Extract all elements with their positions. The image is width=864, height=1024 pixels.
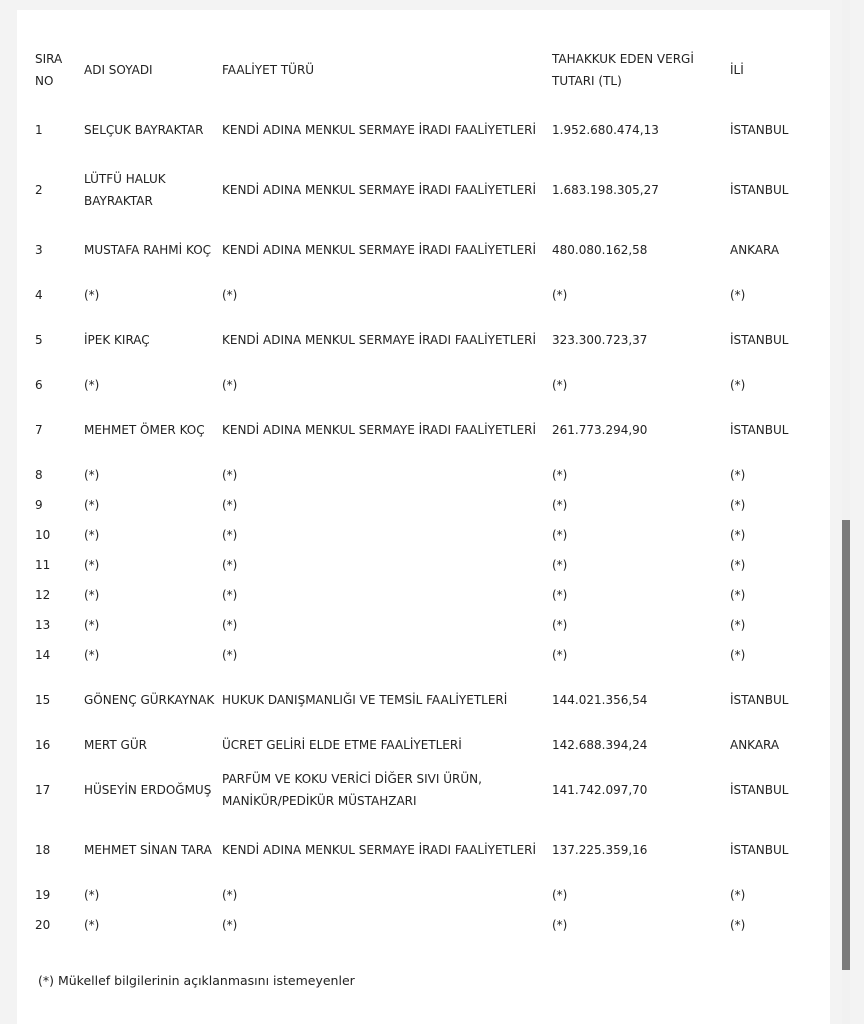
cell-faaliyet: (*)	[222, 558, 238, 572]
header-vergi: TAHAKKUK EDEN VERGİ TUTARI (TL)	[552, 52, 694, 88]
header-il: İLİ	[730, 63, 744, 77]
table-row	[35, 370, 820, 400]
cell-no: 2	[35, 183, 43, 197]
cell-ad: (*)	[84, 378, 100, 392]
cell-ad: (*)	[84, 288, 100, 302]
cell-ad: (*)	[84, 498, 100, 512]
table-row	[35, 910, 820, 940]
cell-faaliyet: (*)	[222, 528, 238, 542]
cell-no: 5	[35, 333, 43, 347]
tax-table	[35, 40, 820, 940]
table-row	[35, 520, 820, 550]
cell-faaliyet: (*)	[222, 588, 238, 602]
cell-no: 11	[35, 558, 51, 572]
cell-no: 18	[35, 843, 51, 857]
cell-no: 3	[35, 243, 43, 257]
cell-vergi: 480.080.162,58	[552, 243, 648, 257]
cell-il: İSTANBUL	[730, 423, 789, 437]
cell-no: 20	[35, 918, 51, 932]
cell-ad: (*)	[84, 888, 100, 902]
cell-il: İSTANBUL	[730, 333, 789, 347]
cell-vergi: (*)	[552, 588, 568, 602]
cell-il: İSTANBUL	[730, 123, 789, 137]
table-row	[35, 400, 820, 460]
table-row	[35, 580, 820, 610]
cell-ad: MERT GÜR	[84, 738, 147, 752]
cell-no: 9	[35, 498, 43, 512]
cell-ad: LÜTFÜ HALUK BAYRAKTAR	[84, 172, 166, 208]
cell-vergi: (*)	[552, 498, 568, 512]
table-row	[35, 280, 820, 310]
cell-faaliyet: (*)	[222, 498, 238, 512]
cell-vergi: (*)	[552, 288, 568, 302]
table-row	[35, 880, 820, 910]
cell-il: (*)	[730, 288, 746, 302]
table-row	[35, 100, 820, 160]
cell-il: (*)	[730, 558, 746, 572]
cell-faaliyet: (*)	[222, 288, 238, 302]
cell-il: İSTANBUL	[730, 783, 789, 797]
cell-faaliyet: (*)	[222, 888, 238, 902]
footnote: (*) Mükellef bilgilerinin açıklanmasını istemeyenler	[38, 973, 355, 988]
cell-no: 8	[35, 468, 43, 482]
table-row	[35, 220, 820, 280]
cell-no: 19	[35, 888, 51, 902]
cell-vergi: (*)	[552, 558, 568, 572]
cell-ad: (*)	[84, 468, 100, 482]
cell-faaliyet: (*)	[222, 918, 238, 932]
cell-no: 13	[35, 618, 51, 632]
cell-vergi: 141.742.097,70	[552, 783, 648, 797]
cell-il: (*)	[730, 528, 746, 542]
cell-faaliyet: ÜCRET GELİRİ ELDE ETME FAALİYETLERİ	[222, 738, 462, 752]
cell-vergi: 142.688.394,24	[552, 738, 648, 752]
cell-il: (*)	[730, 618, 746, 632]
cell-vergi: 323.300.723,37	[552, 333, 648, 347]
cell-il: ANKARA	[730, 738, 780, 752]
cell-ad: (*)	[84, 558, 100, 572]
cell-no: 10	[35, 528, 51, 542]
cell-vergi: (*)	[552, 888, 568, 902]
cell-faaliyet: PARFÜM VE KOKU VERİCİ DİĞER SIVI ÜRÜN, MANİKÜR/PEDİKÜR MÜSTAHZARI	[222, 772, 482, 808]
cell-vergi: (*)	[552, 918, 568, 932]
cell-ad: (*)	[84, 648, 100, 662]
cell-faaliyet: HUKUK DANIŞMANLIĞI VE TEMSİL FAALİYETLERİ	[222, 693, 508, 707]
cell-no: 12	[35, 588, 51, 602]
cell-ad: MEHMET SİNAN TARA	[84, 843, 212, 857]
table-row	[35, 490, 820, 520]
header-sira: SIRA NO	[35, 52, 63, 88]
table-row	[35, 610, 820, 640]
cell-faaliyet: KENDİ ADINA MENKUL SERMAYE İRADI FAALİYETLERİ	[222, 333, 537, 347]
cell-vergi: 144.021.356,54	[552, 693, 648, 707]
cell-no: 6	[35, 378, 43, 392]
cell-il: (*)	[730, 918, 746, 932]
scrollbar-thumb[interactable]	[842, 520, 850, 970]
cell-vergi: 1.683.198.305,27	[552, 183, 659, 197]
cell-faaliyet: KENDİ ADINA MENKUL SERMAYE İRADI FAALİYETLERİ	[222, 123, 537, 137]
cell-ad: (*)	[84, 618, 100, 632]
table-row	[35, 460, 820, 490]
table-row	[35, 550, 820, 580]
cell-ad: (*)	[84, 918, 100, 932]
table-row	[35, 820, 820, 880]
table-row	[35, 310, 820, 370]
cell-vergi: (*)	[552, 648, 568, 662]
cell-il: İSTANBUL	[730, 183, 789, 197]
cell-ad: MEHMET ÖMER KOÇ	[84, 423, 205, 437]
cell-il: (*)	[730, 498, 746, 512]
table-header-row	[35, 40, 820, 100]
header-ad: ADI SOYADI	[84, 63, 153, 77]
table-row	[35, 670, 820, 730]
cell-il: (*)	[730, 588, 746, 602]
cell-vergi: 137.225.359,16	[552, 843, 648, 857]
cell-faaliyet: (*)	[222, 648, 238, 662]
cell-vergi: 1.952.680.474,13	[552, 123, 659, 137]
cell-ad: (*)	[84, 588, 100, 602]
content-panel	[17, 10, 830, 1024]
cell-no: 14	[35, 648, 51, 662]
cell-faaliyet: KENDİ ADINA MENKUL SERMAYE İRADI FAALİYETLERİ	[222, 423, 537, 437]
cell-ad: SELÇUK BAYRAKTAR	[84, 123, 204, 137]
cell-ad: GÖNENÇ GÜRKAYNAK	[84, 693, 215, 707]
cell-no: 16	[35, 738, 51, 752]
cell-il: (*)	[730, 378, 746, 392]
cell-il: İSTANBUL	[730, 693, 789, 707]
cell-no: 1	[35, 123, 43, 137]
cell-no: 4	[35, 288, 43, 302]
table-row	[35, 760, 820, 820]
cell-faaliyet: KENDİ ADINA MENKUL SERMAYE İRADI FAALİYETLERİ	[222, 843, 537, 857]
cell-ad: HÜSEYİN ERDOĞMUŞ	[84, 783, 212, 797]
cell-vergi: (*)	[552, 618, 568, 632]
cell-il: (*)	[730, 648, 746, 662]
cell-il: İSTANBUL	[730, 843, 789, 857]
cell-il: (*)	[730, 888, 746, 902]
cell-no: 7	[35, 423, 43, 437]
cell-il: (*)	[730, 468, 746, 482]
cell-ad: MUSTAFA RAHMİ KOÇ	[84, 243, 212, 257]
cell-vergi: (*)	[552, 378, 568, 392]
header-faaliyet: FAALİYET TÜRÜ	[222, 63, 315, 77]
cell-no: 17	[35, 783, 51, 797]
cell-faaliyet: (*)	[222, 468, 238, 482]
cell-vergi: (*)	[552, 528, 568, 542]
cell-il: ANKARA	[730, 243, 780, 257]
cell-faaliyet: KENDİ ADINA MENKUL SERMAYE İRADI FAALİYETLERİ	[222, 243, 537, 257]
cell-vergi: (*)	[552, 468, 568, 482]
cell-faaliyet: (*)	[222, 378, 238, 392]
cell-ad: (*)	[84, 528, 100, 542]
table-row	[35, 640, 820, 670]
cell-faaliyet: KENDİ ADINA MENKUL SERMAYE İRADI FAALİYETLERİ	[222, 183, 537, 197]
table-row	[35, 160, 820, 220]
table-row	[35, 730, 820, 760]
cell-faaliyet: (*)	[222, 618, 238, 632]
cell-vergi: 261.773.294,90	[552, 423, 648, 437]
cell-no: 15	[35, 693, 51, 707]
cell-ad: İPEK KIRAÇ	[84, 333, 150, 347]
